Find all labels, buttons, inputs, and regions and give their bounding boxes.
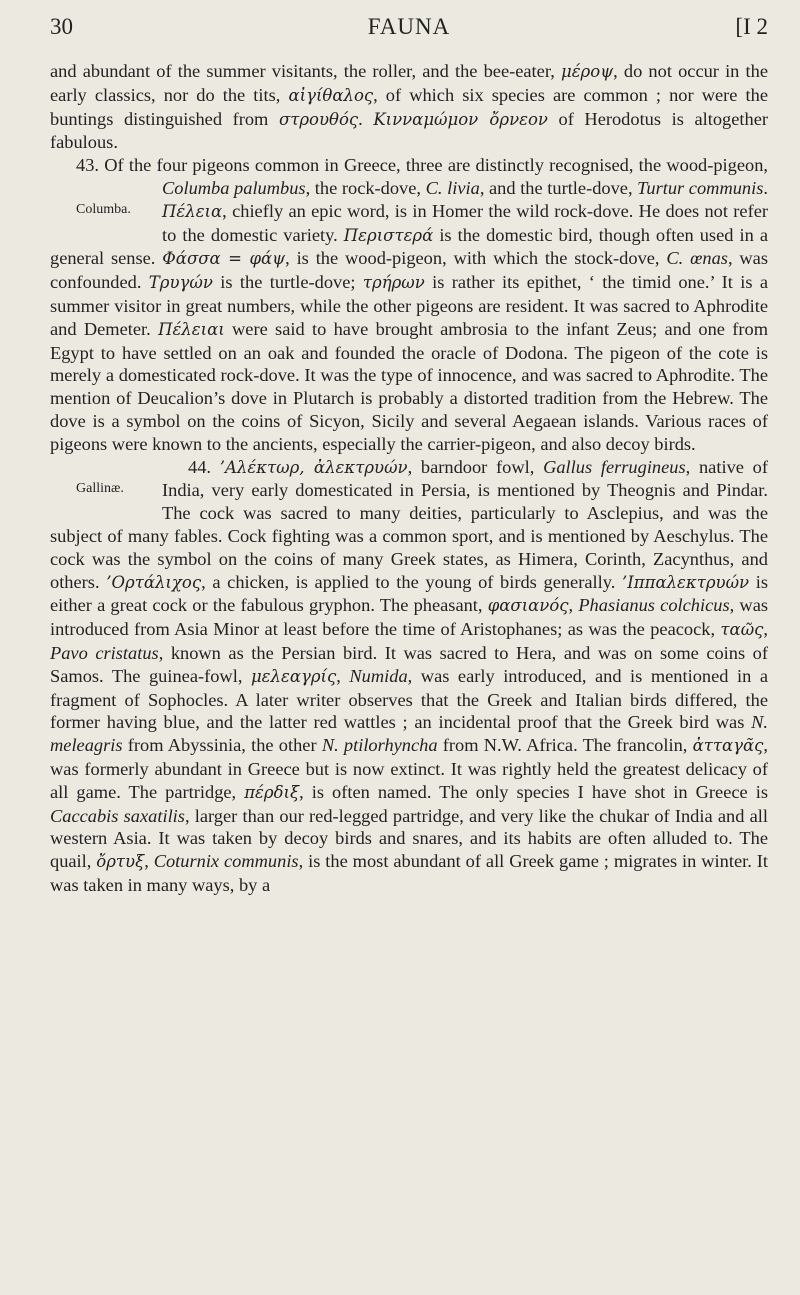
species-name: Caccabis saxatilis — [50, 805, 185, 826]
species-name: Numida — [349, 665, 408, 686]
greek-term: μελεαγρίς — [250, 666, 337, 686]
text-run: , was formerly abundant in Greece but is now extinct. It was rightly held the greatest delicacy of all game. The partridge, — [50, 735, 768, 802]
text-run: from Abyssinia, the other — [122, 735, 322, 756]
greek-term: φασιανός — [487, 596, 569, 616]
species-name: Phasianus colchicus — [578, 595, 730, 616]
text-run: is the turtle-dove; — [212, 272, 363, 293]
page-header — [50, 14, 768, 50]
paragraph-44-gallinae — [50, 456, 768, 897]
greek-term: ’Ορτάλιχος — [106, 572, 202, 592]
text-run: . — [358, 108, 374, 129]
paragraph-intro — [50, 60, 768, 154]
text-run: is either a great cock or the fabulous gryphon. The pheasant, — [50, 571, 769, 616]
greek-term: Πέλεια — [162, 201, 223, 221]
section-number: 44. — [188, 456, 211, 477]
text-run: , was confounded. — [50, 248, 768, 293]
page-number: 30 — [50, 14, 73, 39]
species-name: C. livia — [425, 177, 480, 198]
text-run: , — [336, 665, 350, 686]
sidenote-gallinae — [50, 456, 162, 522]
text-run: , known as the Persian bird. It was sacred to Hera, and was on some coins of Samos. The guinea-fowl, — [50, 642, 768, 686]
text-run: , do not occur in the early classics, nor do the tits, — [50, 61, 768, 105]
greek-term: ἀτταγᾶς — [692, 736, 764, 756]
text-run: , — [144, 851, 154, 872]
text-run: , the rock-dove, — [305, 177, 426, 198]
paragraph-43-columba — [50, 154, 768, 455]
text-run: , and the turtle-dove, — [479, 177, 638, 198]
sidenote-columba — [50, 177, 162, 243]
section-marker: [I 2 — [735, 14, 768, 39]
body-text — [50, 60, 768, 897]
text-run: is the domestic bird, though often used in a general sense. — [50, 224, 768, 269]
greek-term: τρήρων — [362, 273, 425, 293]
text-run — [211, 457, 220, 477]
greek-term: μέροψ — [560, 62, 614, 81]
species-name: N. ptilorhyncha — [321, 735, 438, 756]
greek-term: Περιστερά — [343, 225, 434, 245]
text-run: , native of India, very early domesticated in Persia, is mentioned by Theognis and Pindar. The cock was sacred to many deities, particularly to Asclepius, and was the subject of many fables. Cock fighting was a common sport, and is mentioned by Aeschylus. The cock was the symbol on the coins of many Greek states, as Himera, Corinth, Zacynthus, and others. — [50, 456, 768, 592]
greek-term: Κινναμώμον ὄρνεον — [373, 109, 548, 129]
species-name: Pavo cristatus — [50, 642, 159, 663]
text-run: of Herodotus is altogether fabulous. — [50, 108, 769, 153]
running-title: FAUNA — [367, 14, 451, 39]
sidenote-label: Gallinæ. — [76, 480, 124, 496]
text-run: , is the wood-pigeon, with which the stock-dove, — [285, 248, 667, 269]
species-name: Columba palumbus — [162, 177, 306, 198]
text-run: , barndoor fowl, — [407, 456, 544, 477]
text-run: from N.W. Africa. The francolin, — [437, 735, 693, 756]
text-run: Of the four pigeons common in Greece, three are distinctly recognised, the wood-pigeon, — [99, 155, 768, 176]
text-run: , larger than our red-legged partridge, and very like the chukar of India and all western Asia. It was taken by decoy birds and snares, and its habits are often alluded to. The quail, — [50, 805, 768, 872]
greek-term: Πέλειαι — [158, 319, 225, 339]
species-name: Coturnix communis — [153, 851, 299, 872]
text-run: , was introduced from Asia Minor at least before the time of Aristophanes; as was the peacock, — [50, 595, 769, 640]
text-run: , chiefly an epic word, is in Homer the wild rock-dove. He does not refer to the domestic variety. — [162, 200, 768, 245]
greek-term: ’Αλέκτωρ, ἀλεκτρυών — [219, 457, 408, 477]
species-name: Turtur communis — [637, 177, 764, 198]
text-run: , is often named. The only species I have shot in Greece is — [299, 781, 768, 802]
greek-term: ὄρτυξ — [96, 852, 145, 872]
text-run: is rather its epithet, ‘ the timid one.’ It is a summer visitor in great numbers, while the other pigeons are resident. It was sacred to Aphrodite and Demeter. — [50, 272, 769, 339]
species-name: C. œnas — [666, 248, 728, 269]
greek-term: Τρυγών — [148, 273, 213, 293]
sidenote-label: Columba. — [76, 201, 131, 217]
section-number: 43. — [76, 155, 99, 176]
greek-term: ταῶς — [720, 620, 764, 640]
greek-term: πέρδιξ — [244, 782, 300, 802]
text-run: , — [568, 595, 579, 616]
greek-term: στρουθός — [278, 109, 359, 129]
species-name: Gallus ferrugineus — [543, 456, 686, 477]
species-name: N. meleagris — [50, 712, 768, 756]
text-run: . — [763, 177, 768, 198]
text-run: , a chicken, is applied to the young of birds generally. — [201, 571, 622, 592]
text-run: were said to have brought ambrosia to the infant Zeus; and one from Egypt to have settled on an oak and founded the oracle of Dodona. The pigeon of the cote is merely a domesticated rock-dove. It was the type of innocence, and was sacred to Aphrodite. The mention of Deucalion’s dove in Plutarch is probably a distorted tradition from the Hebrew. The dove is a symbol on the coins of Sicyon, Sicily and several Aegaean islands. Various races of pigeons were known to the ancients, especially the carrier-pigeon, and also decoy birds. — [50, 318, 769, 454]
text-run: and abundant of the summer visitants, the roller, and the bee-eater, — [50, 61, 561, 81]
greek-term: Φάσσα = φάψ — [162, 249, 286, 269]
text-run: , — [763, 619, 768, 640]
text-run: , of which six species are common ; nor were the buntings distinguished from — [50, 84, 768, 129]
text-run: , is the most abundant of all Greek game ; migrates in winter. It was taken in many ways, by a — [50, 851, 768, 895]
greek-term: αἰγίθαλος — [288, 85, 374, 105]
text-run: , was early introduced, and is mentioned in a fragment of Sophocles. A later writer observes that the Greek and Italian birds differed, the former having blue, and the latter red wattles ; an incidental proof that the Greek bird was — [50, 665, 768, 733]
greek-term: ’Ιππαλεκτρυών — [622, 572, 750, 592]
